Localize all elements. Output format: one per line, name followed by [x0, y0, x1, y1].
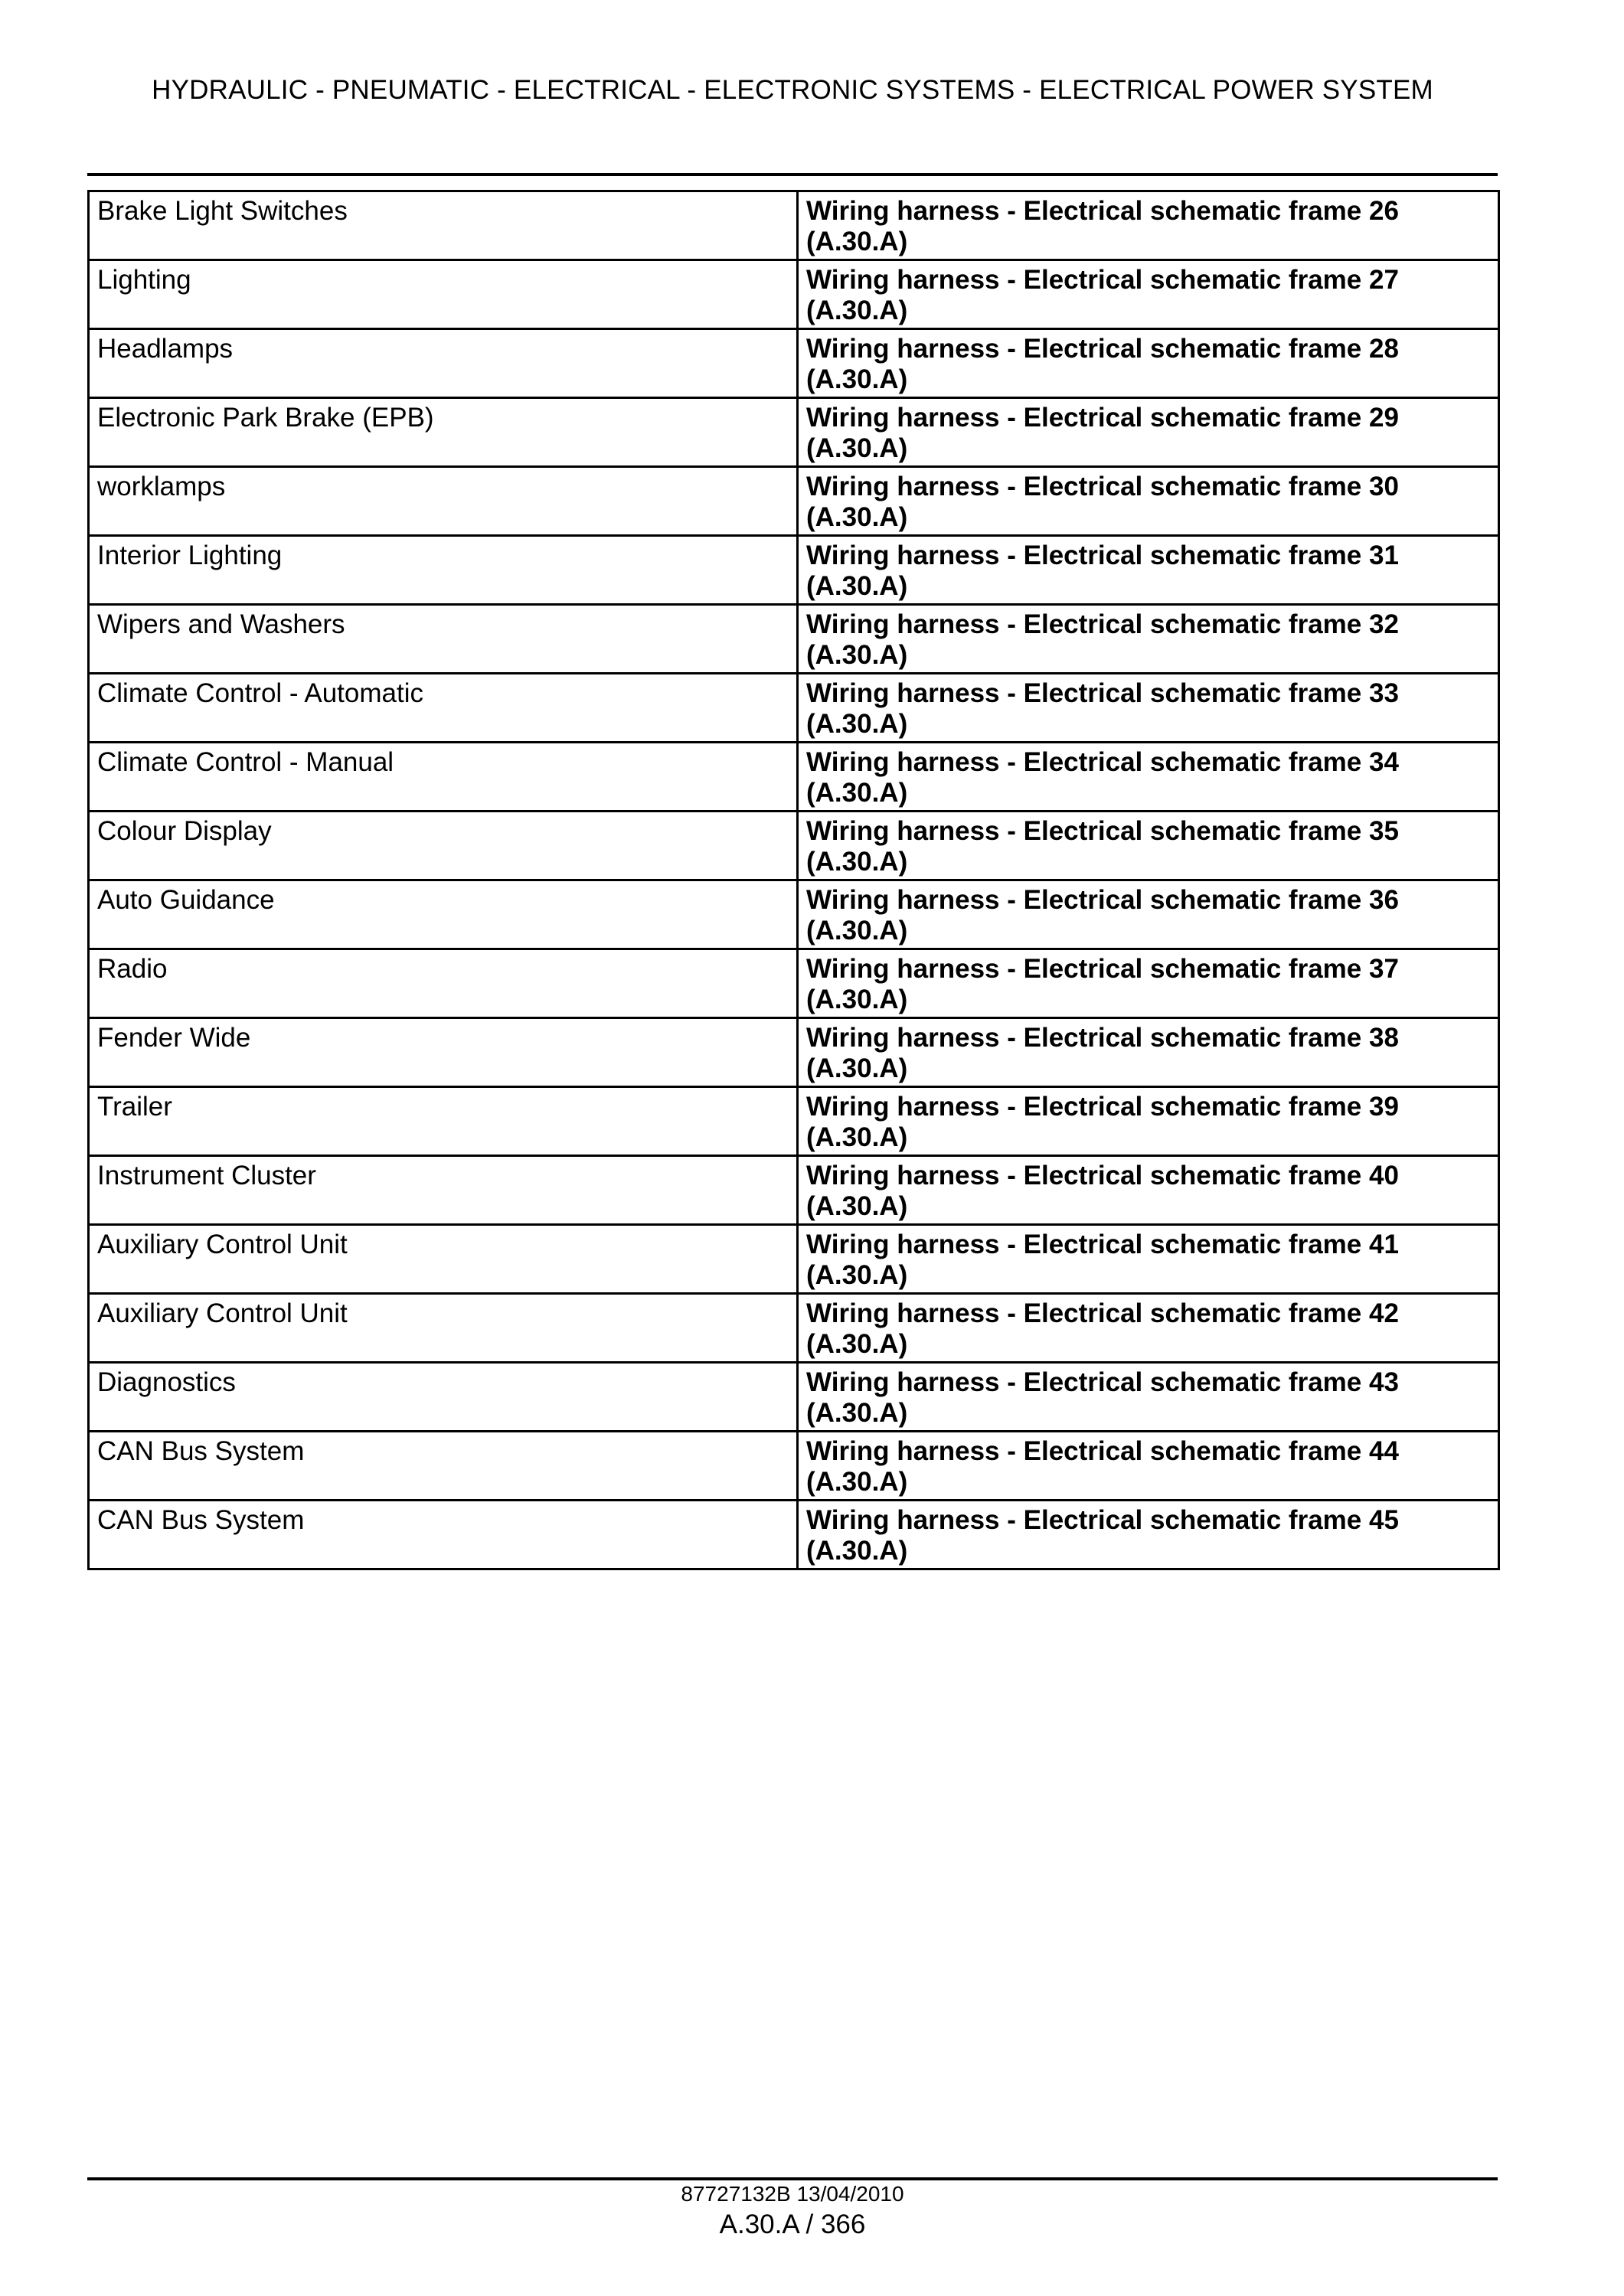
schematic-link-title[interactable]: Wiring harness - Electrical schematic frame 45 — [806, 1505, 1399, 1535]
schematic-link-title[interactable]: Wiring harness - Electrical schematic frame 29 — [806, 403, 1399, 433]
schematic-link-ref[interactable]: (A.30.A) — [806, 916, 908, 946]
page-header-title: HYDRAULIC - PNEUMATIC - ELECTRICAL - ELECTRONIC SYSTEMS - ELECTRICAL POWER SYSTEM — [152, 75, 1433, 105]
topic-cell: Climate Control - Automatic — [89, 674, 798, 743]
schematic-link-title[interactable]: Wiring harness - Electrical schematic frame 41 — [806, 1230, 1399, 1259]
table-row — [89, 1087, 1499, 1156]
schematic-link[interactable] — [798, 1087, 1499, 1156]
schematic-link[interactable] — [798, 260, 1499, 329]
schematic-link-title[interactable]: Wiring harness - Electrical schematic frame 44 — [806, 1436, 1399, 1466]
header-divider — [87, 173, 1498, 176]
schematic-link-title[interactable]: Wiring harness - Electrical schematic frame 38 — [806, 1023, 1399, 1053]
schematic-link[interactable] — [798, 605, 1499, 674]
table-row — [89, 1501, 1499, 1569]
schematic-link-title[interactable]: Wiring harness - Electrical schematic frame 31 — [806, 541, 1399, 570]
topic-cell: Auxiliary Control Unit — [89, 1294, 798, 1363]
footer-page-number: A.30.A / 366 — [719, 2209, 866, 2239]
topic-cell: Wipers and Washers — [89, 605, 798, 674]
schematic-link[interactable] — [798, 1363, 1499, 1432]
schematic-link[interactable] — [798, 880, 1499, 949]
topic-cell: Electronic Park Brake (EPB) — [89, 398, 798, 467]
table-row — [89, 812, 1499, 880]
schematic-link-title[interactable]: Wiring harness - Electrical schematic frame 42 — [806, 1298, 1399, 1328]
schematic-link[interactable] — [798, 949, 1499, 1018]
schematic-link-ref[interactable]: (A.30.A) — [806, 571, 908, 601]
table-row — [89, 1018, 1499, 1087]
schematic-link[interactable] — [798, 398, 1499, 467]
schematic-link-ref[interactable]: (A.30.A) — [806, 1122, 908, 1152]
schematic-link-ref[interactable]: (A.30.A) — [806, 1053, 908, 1083]
schematic-link-title[interactable]: Wiring harness - Electrical schematic frame 39 — [806, 1092, 1399, 1122]
topic-cell: Colour Display — [89, 812, 798, 880]
topic-cell: Lighting — [89, 260, 798, 329]
schematic-link[interactable] — [798, 743, 1499, 812]
schematic-link-ref[interactable]: (A.30.A) — [806, 985, 908, 1014]
schematic-link-ref[interactable]: (A.30.A) — [806, 364, 908, 394]
topic-cell: Climate Control - Manual — [89, 743, 798, 812]
schematic-link-ref[interactable]: (A.30.A) — [806, 1329, 908, 1359]
footer-divider — [87, 2177, 1498, 2180]
schematic-link-ref[interactable]: (A.30.A) — [806, 640, 908, 670]
topic-cell: Diagnostics — [89, 1363, 798, 1432]
topic-cell: Auto Guidance — [89, 880, 798, 949]
schematic-link[interactable] — [798, 674, 1499, 743]
schematic-link[interactable] — [798, 329, 1499, 398]
schematic-link[interactable] — [798, 1501, 1499, 1569]
schematic-link-title[interactable]: Wiring harness - Electrical schematic frame 35 — [806, 816, 1399, 846]
topic-cell: Interior Lighting — [89, 536, 798, 605]
schematic-link-ref[interactable]: (A.30.A) — [806, 778, 908, 808]
schematic-link-title[interactable]: Wiring harness - Electrical schematic frame 37 — [806, 954, 1399, 984]
schematic-link[interactable] — [798, 467, 1499, 536]
topic-cell: Brake Light Switches — [89, 191, 798, 260]
schematic-link-ref[interactable]: (A.30.A) — [806, 433, 908, 463]
schematic-link-ref[interactable]: (A.30.A) — [806, 847, 908, 877]
schematic-link-ref[interactable]: (A.30.A) — [806, 227, 908, 256]
table-row — [89, 329, 1499, 398]
schematic-link-title[interactable]: Wiring harness - Electrical schematic frame 32 — [806, 609, 1399, 639]
table-row — [89, 191, 1499, 260]
topic-cell: Instrument Cluster — [89, 1156, 798, 1225]
schematic-link-title[interactable]: Wiring harness - Electrical schematic frame 34 — [806, 747, 1399, 777]
schematic-link-ref[interactable]: (A.30.A) — [806, 502, 908, 532]
schematic-link[interactable] — [798, 1156, 1499, 1225]
schematic-link[interactable] — [798, 1432, 1499, 1501]
schematic-link[interactable] — [798, 1225, 1499, 1294]
topic-cell: Radio — [89, 949, 798, 1018]
table-row — [89, 880, 1499, 949]
schematic-link-ref[interactable]: (A.30.A) — [806, 296, 908, 325]
topic-cell: Fender Wide — [89, 1018, 798, 1087]
schematic-link[interactable] — [798, 1018, 1499, 1087]
schematic-link[interactable] — [798, 191, 1499, 260]
table-row — [89, 260, 1499, 329]
table-row — [89, 1294, 1499, 1363]
table-row — [89, 1432, 1499, 1501]
table-row — [89, 605, 1499, 674]
schematic-link-title[interactable]: Wiring harness - Electrical schematic frame 30 — [806, 472, 1399, 501]
table-row — [89, 467, 1499, 536]
topic-cell: worklamps — [89, 467, 798, 536]
schematic-link-ref[interactable]: (A.30.A) — [806, 1536, 908, 1566]
table-row — [89, 674, 1499, 743]
schematic-link-ref[interactable]: (A.30.A) — [806, 1398, 908, 1428]
table-row — [89, 1156, 1499, 1225]
table-row — [89, 536, 1499, 605]
footer-document-id: 87727132B 13/04/2010 — [681, 2182, 904, 2206]
topic-cell: Headlamps — [89, 329, 798, 398]
table-row — [89, 949, 1499, 1018]
table-row — [89, 398, 1499, 467]
schematic-link-title[interactable]: Wiring harness - Electrical schematic frame 43 — [806, 1367, 1399, 1397]
topic-cell: Trailer — [89, 1087, 798, 1156]
schematic-reference-table — [87, 190, 1500, 1570]
schematic-link-title[interactable]: Wiring harness - Electrical schematic frame 28 — [806, 334, 1399, 364]
table-row — [89, 1363, 1499, 1432]
schematic-link[interactable] — [798, 812, 1499, 880]
topic-cell: Auxiliary Control Unit — [89, 1225, 798, 1294]
schematic-link-title[interactable]: Wiring harness - Electrical schematic frame 33 — [806, 678, 1399, 708]
schematic-link-ref[interactable]: (A.30.A) — [806, 1260, 908, 1290]
schematic-link-ref[interactable]: (A.30.A) — [806, 1467, 908, 1497]
topic-cell: CAN Bus System — [89, 1501, 798, 1569]
schematic-link-title[interactable]: Wiring harness - Electrical schematic frame 40 — [806, 1161, 1399, 1190]
schematic-link[interactable] — [798, 536, 1499, 605]
schematic-link-ref[interactable]: (A.30.A) — [806, 709, 908, 739]
table-row — [89, 743, 1499, 812]
schematic-reference-table-body — [89, 191, 1499, 1569]
topic-cell: CAN Bus System — [89, 1432, 798, 1501]
schematic-link-title[interactable]: Wiring harness - Electrical schematic frame 27 — [806, 265, 1399, 295]
schematic-link-title[interactable]: Wiring harness - Electrical schematic frame 26 — [806, 196, 1399, 226]
schematic-link-ref[interactable]: (A.30.A) — [806, 1191, 908, 1221]
schematic-link[interactable] — [798, 1294, 1499, 1363]
table-row — [89, 1225, 1499, 1294]
schematic-link-title[interactable]: Wiring harness - Electrical schematic frame 36 — [806, 885, 1399, 915]
